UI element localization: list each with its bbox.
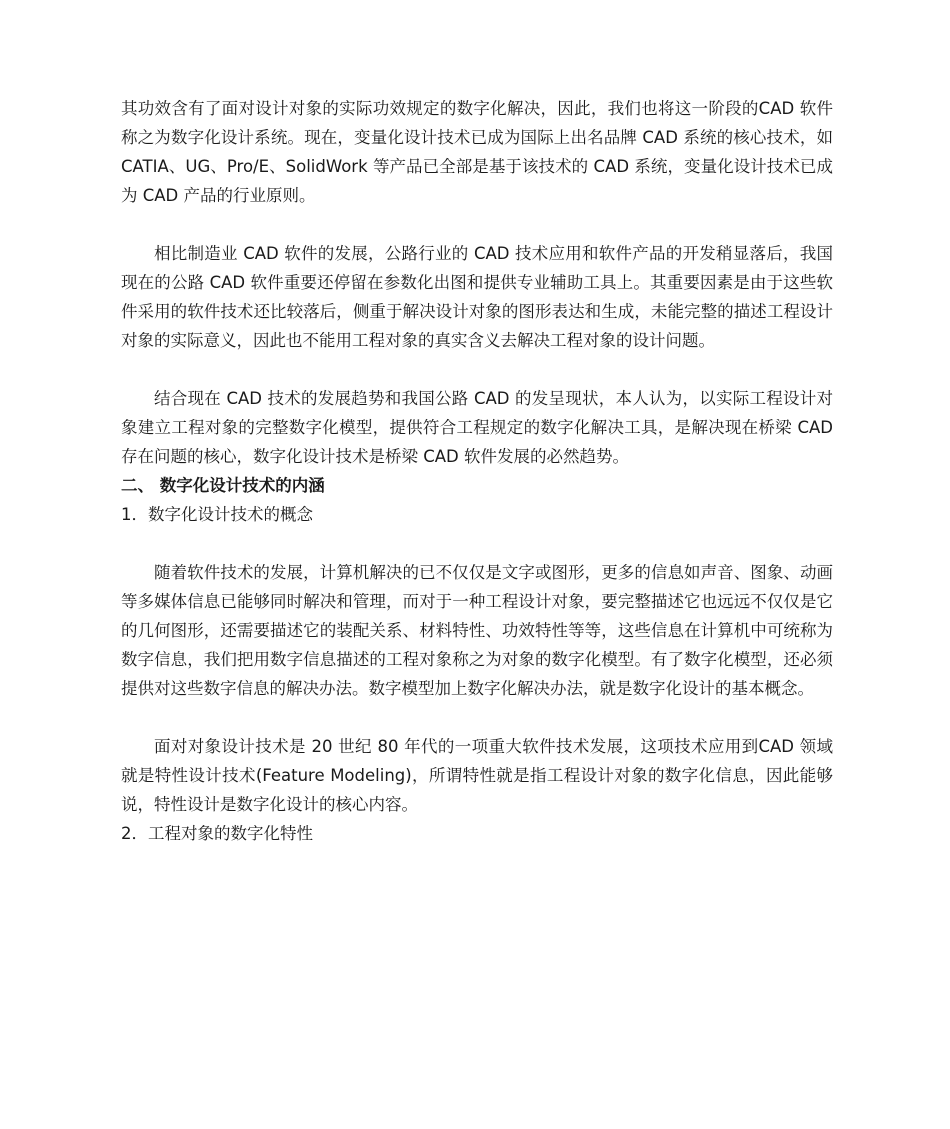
paragraph-conclusion: 结合现在 CAD 技术的发展趋势和我国公路 CAD 的发呈现状，本人认为，以实际工程设计对象建立工程对象的完整数字化模型，提供符合工程规定的数字化解决工具，是解决现在桥梁 CAD 存在问题的核心，数字化设计技术是桥梁 CAD 软件发展的必然趋势。 (121, 389, 833, 466)
subsection-heading-concept: 1．数字化设计技术的概念 (121, 505, 313, 524)
document-body (121, 94, 833, 848)
section-heading: 二、 数字化设计技术的内涵 (121, 476, 325, 495)
paragraph-concept: 随着软件技术的发展，计算机解决的已不仅仅是文字或图形，更多的信息如声音、图象、动画等多媒体信息已能够同时解决和管理，而对于一种工程设计对象，要完整描述它也远远不仅仅是它的几何图形，还需要描述它的装配关系、材料特性、功效特性等等，这些信息在计算机中可统称为数字信息，我们把用数字信息描述的工程对象称之为对象的数字化模型。有了数字化模型，还必须提供对这些数字信息的解决办法。数字模型加上数字化解决办法，就是数字化设计的基本概念。 (121, 563, 833, 698)
paragraph-intro: 其功效含有了面对设计对象的实际功效规定的数字化解决，因此，我们也将这一阶段的CAD 软件称之为数字化设计系统。现在，变量化设计技术已成为国际上出名品牌 CAD 系统的核心技术，如 CATIA、UG、Pro/E、SolidWork 等产品已全部是基于该技术的 CAD 系统，变量化设计技术已成为 CAD 产品的行业原则。 (121, 99, 833, 205)
subsection-heading-digital-features: 2．工程对象的数字化特性 (121, 824, 313, 843)
paragraph-highway-cad: 相比制造业 CAD 软件的发展，公路行业的 CAD 技术应用和软件产品的开发稍显落后，我国现在的公路 CAD 软件重要还停留在参数化出图和提供专业辅助工具上。其重要因素是由于这些软件采用的软件技术还比较落后，侧重于解决设计对象的图形表达和生成，未能完整的描述工程设计对象的实际意义，因此也不能用工程对象的真实含义去解决工程对象的设计问题。 (121, 244, 833, 350)
paragraph-feature-modeling: 面对对象设计技术是 20 世纪 80 年代的一项重大软件技术发展，这项技术应用到CAD 领域就是特性设计技术(Feature Modeling)，所谓特性就是指工程设计对象的数字化信息，因此能够说，特性设计是数字化设计的核心内容。 (121, 737, 833, 814)
